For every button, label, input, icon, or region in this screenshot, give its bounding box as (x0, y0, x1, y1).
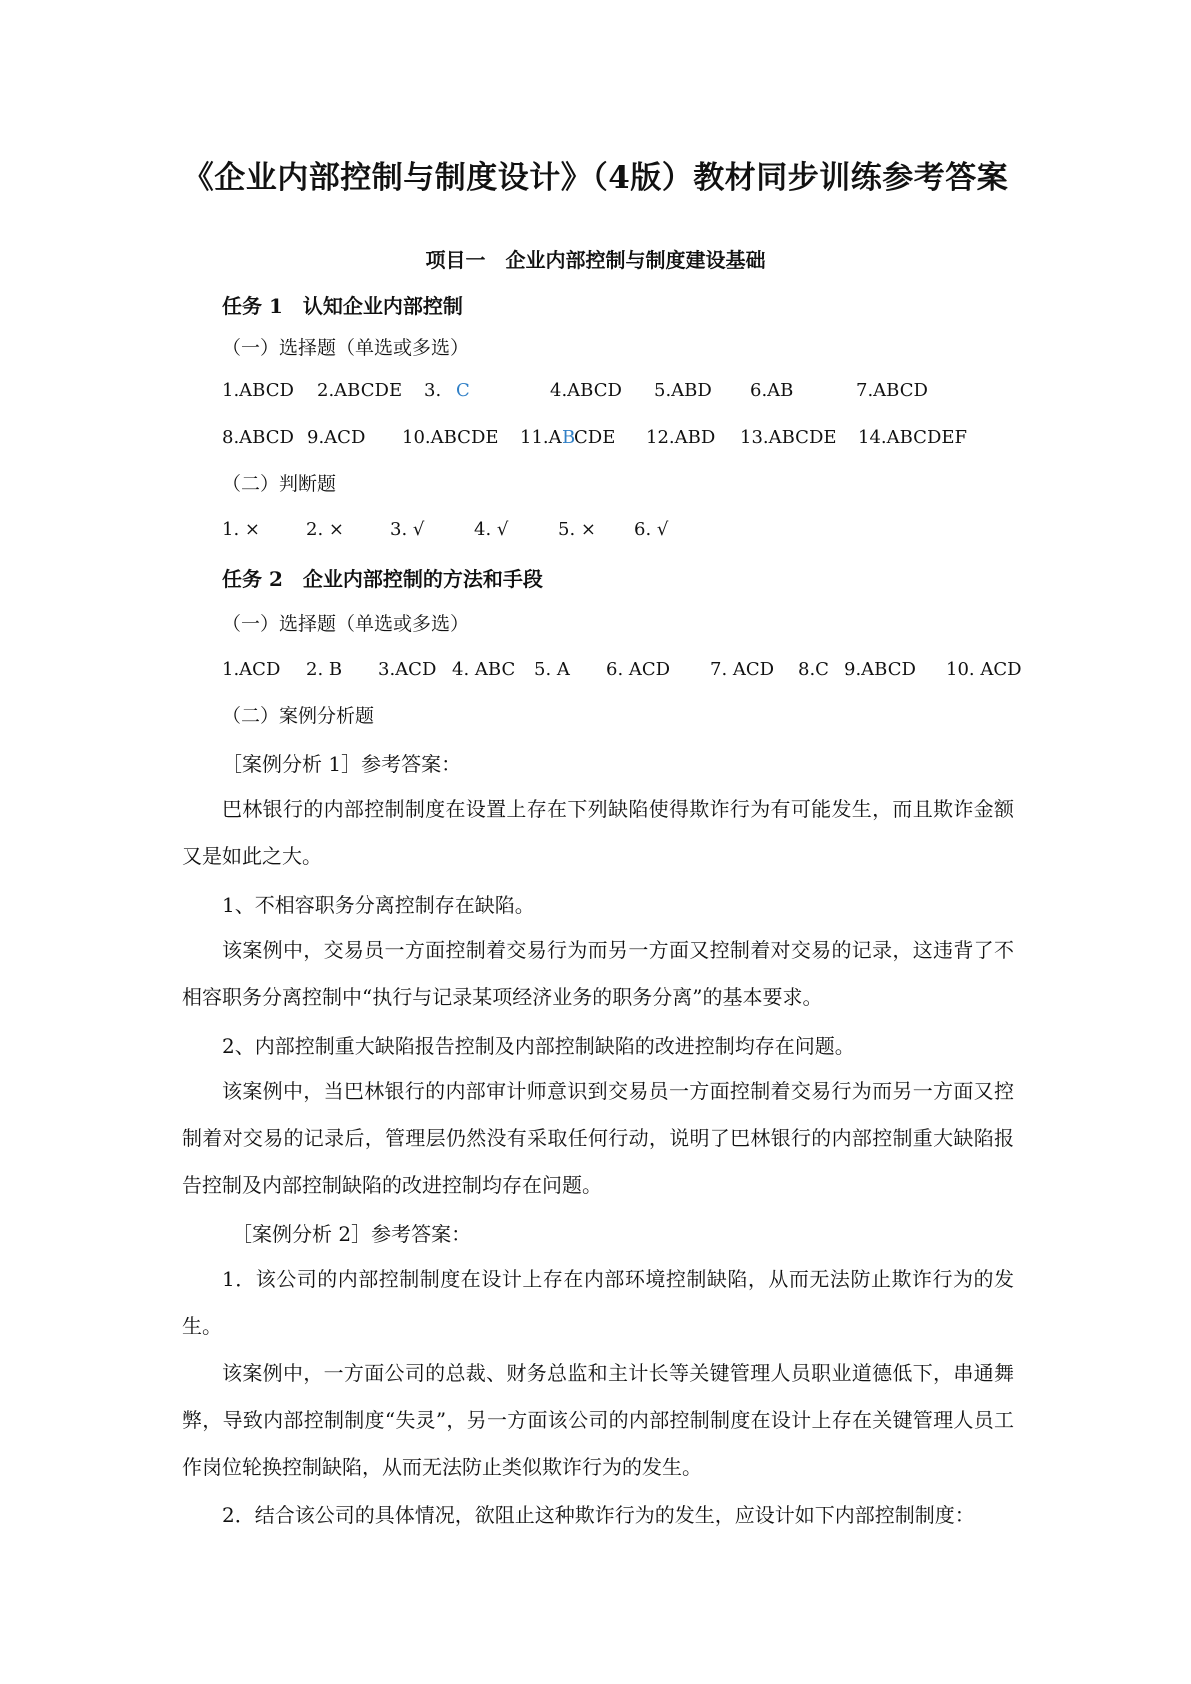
task1-choice-row1 (222, 380, 1022, 406)
answer-item: 8.C (798, 659, 829, 680)
project-title: 项目一 企业内部控制与制度建设基础 (425, 248, 766, 272)
answer-item: 3. (424, 380, 442, 401)
answer-item: 3. √ (390, 519, 425, 540)
case1-paragraph-3: 该案例中，当巴林银行的内部审计师意识到交易员一方面控制着交易行为而另一方面又控制着对交易的记录后，管理层仍然没有采取任何行动，说明了巴林银行的内部控制重大缺陷报告控制及内部控制缺陷的改进控制均存在问题。 (182, 1079, 1014, 1197)
answer-item: 9.ABCD (844, 659, 916, 680)
answer-item: 5. × (558, 519, 596, 540)
answer-item: 13.ABCDE (740, 427, 837, 448)
answer-item: 4. ABC (452, 659, 516, 680)
answer-item: 1.ACD (222, 659, 281, 680)
answer-item: 7. ACD (710, 659, 775, 680)
task1-judge-heading: （二）判断题 (222, 473, 337, 495)
answer-item: 9.ACD (307, 427, 366, 448)
answer-item: 4. √ (474, 519, 509, 540)
case1-heading: ［案例分析 1］参考答案： (222, 752, 462, 776)
answer-item: 6. ACD (606, 659, 671, 680)
answer-item: 2. × (306, 519, 344, 540)
document-title: 《企业内部控制与制度设计》（4版）教材同步训练参考答案 (182, 160, 1009, 196)
answer-item: 14.ABCDEF (858, 427, 968, 448)
answer-item: 1. × (222, 519, 260, 540)
answer-item: 5.ABD (654, 380, 712, 401)
task1-choice-row2 (222, 427, 1022, 453)
answer-item: 2.ABCDE (317, 380, 403, 401)
task2-heading: 任务 2 企业内部控制的方法和手段 (222, 567, 543, 591)
answer-item: 10.ABCDE (402, 427, 499, 448)
answer-item: 10. ACD (946, 659, 1022, 680)
case2-paragraph-1: 1．该公司的内部控制制度在设计上存在内部环境控制缺陷，从而无法防止欺诈行为的发生。 (182, 1267, 1014, 1338)
case1-paragraph-2: 该案例中，交易员一方面控制着交易行为而另一方面又控制着对交易的记录，这违背了不相容职务分离控制中“执行与记录某项经济业务的职务分离”的基本要求。 (182, 938, 1014, 1009)
case2-paragraph-2: 该案例中，一方面公司的总裁、财务总监和主计长等关键管理人员职业道德低下，串通舞弊，导致内部控制制度“失灵”，另一方面该公司的内部控制制度在设计上存在关键管理人员工作岗位轮换控制缺陷，从而无法防止类似欺诈行为的发生。 (182, 1361, 1014, 1479)
case1-paragraph-1: 巴林银行的内部控制制度在设置上存在下列缺陷使得欺诈行为有可能发生，而且欺诈金额又是如此之大。 (182, 797, 1014, 868)
answer-item: 3.ACD (378, 659, 437, 680)
case1-point-2: 2、内部控制重大缺陷报告控制及内部控制缺陷的改进控制均存在问题。 (222, 1034, 855, 1058)
answer-item: 4.ABCD (550, 380, 622, 401)
answer-item: 8.ABCD (222, 427, 294, 448)
answer-item: 7.ABCD (856, 380, 928, 401)
task2-choice-heading: （一）选择题（单选或多选） (222, 613, 470, 635)
answer-item: CDE (574, 427, 616, 448)
answer-item: 11.A (520, 427, 562, 448)
task2-case-heading: （二）案例分析题 (222, 705, 375, 727)
answer-item: 1.ABCD (222, 380, 294, 401)
answer-item: 5. A (534, 659, 570, 680)
case2-heading: ［案例分析 2］参考答案： (232, 1222, 472, 1246)
answer-item: 6.AB (750, 380, 794, 401)
answer-item-highlight: B (562, 427, 576, 448)
task1-choice-heading: （一）选择题（单选或多选） (222, 337, 470, 359)
case1-point-1: 1、不相容职务分离控制存在缺陷。 (222, 893, 535, 917)
answer-item: 2. B (306, 659, 343, 680)
answer-item: 6. √ (634, 519, 669, 540)
answer-item: 12.ABD (646, 427, 716, 448)
task1-judge-row (222, 519, 1022, 545)
task1-heading: 任务 1 认知企业内部控制 (222, 294, 463, 318)
case2-paragraph-3: 2．结合该公司的具体情况，欲阻止这种欺诈行为的发生，应设计如下内部控制制度： (222, 1503, 975, 1527)
answer-item-highlight: C (456, 380, 470, 401)
task2-choice-row (222, 659, 1022, 685)
